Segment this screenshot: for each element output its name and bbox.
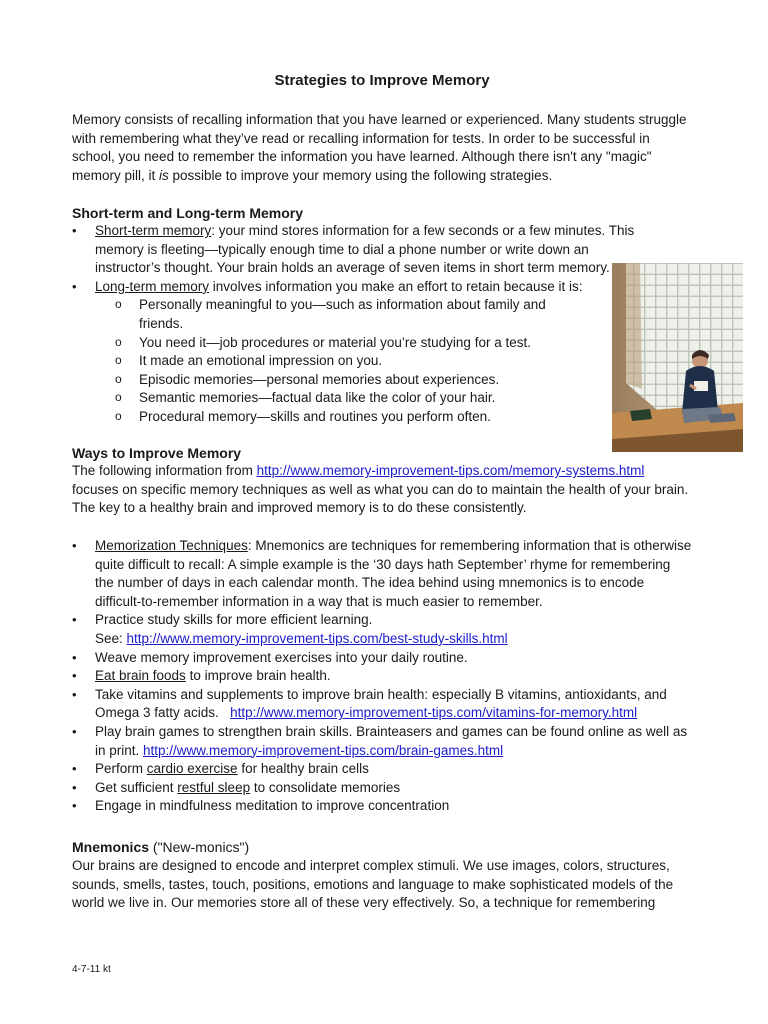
- long-term-reasons-list: [95, 296, 650, 426]
- sub-list-item: o Episodic memories—personal memories about experiences.: [95, 371, 650, 390]
- list-item-memorization: • Memorization Techniques: Mnemonics are techniques for remembering information that is otherwise quite difficult to recall: A simple example is the ‘30 days hath September’ rhyme for remembering the number of days in each calendar month. The idea behind using mnemonics is to encode difficult-to-remember information in a way that is much easier to remember.: [72, 537, 692, 611]
- section-heading-mnemonics: Mnemonics ("New-monics"): [72, 839, 250, 855]
- study-skills-link[interactable]: http://www.memory-improvement-tips.com/best-study-skills.html: [126, 630, 508, 646]
- term-long-term-memory: Long-term memory: [95, 278, 210, 294]
- list-item-sleep: • Get sufficient restful sleep to consolidate memories: [72, 779, 692, 798]
- list-item-daily-routine: • Weave memory improvement exercises into your daily routine.: [72, 649, 692, 668]
- page-footer: 4-7-11 kt: [72, 964, 111, 975]
- list-item-meditation: • Engage in mindfulness meditation to improve concentration: [72, 797, 692, 816]
- vitamins-link[interactable]: http://www.memory-improvement-tips.com/vitamins-for-memory.html: [230, 705, 638, 721]
- term-short-term-memory: Short-term memory: [95, 223, 212, 238]
- list-item-brain-foods: • Eat brain foods to improve brain health.: [72, 667, 692, 686]
- intro-paragraph: Memory consists of recalling information that you have learned or experienced. Many students struggle with remembering what they’ve read or recalling information for tests. In order to be successful in school, you need to remember the information you have learned. Although there isn't any "magic" memory pill, it is possible to improve your memory using the following strategies.: [72, 112, 687, 183]
- section-heading-short-long-term: Short-term and Long-term Memory: [72, 205, 304, 221]
- section-heading-ways-to-improve: Ways to Improve Memory: [72, 445, 242, 461]
- list-item-cardio: • Perform cardio exercise for healthy brain cells: [72, 760, 692, 779]
- sub-list-item: o You need it—job procedures or material you’re studying for a test.: [95, 334, 650, 353]
- brain-games-link[interactable]: http://www.memory-improvement-tips.com/brain-games.html: [143, 742, 504, 758]
- list-item-short-term: • Short-term memory: your mind stores information for a few seconds or a few minutes. This memory is fleeting—typically enough time to dial a phone number or write down an instructor’s thought. Your brain holds an average of seven items in short term memory.: [72, 222, 650, 278]
- memory-systems-link[interactable]: http://www.memory-improvement-tips.com/memory-systems.html: [256, 463, 645, 478]
- memory-types-list: [72, 222, 650, 427]
- emphasis-is: is: [159, 167, 169, 183]
- improvement-tips-list: [72, 537, 692, 816]
- list-item-vitamins: • Take vitamins and supplements to improve brain health: especially B vitamins, antioxidants, and Omega 3 fatty acids. http://www.memory-improvement-tips.com/vitamins-for-memory.html: [72, 686, 692, 723]
- student-reading-photo: [612, 263, 743, 452]
- sub-list-item: o Procedural memory—skills and routines you perform often.: [95, 408, 650, 427]
- sub-list-item: o Semantic memories—factual data like the color of your hair.: [95, 389, 650, 408]
- list-item-brain-games: • Play brain games to strengthen brain skills. Brainteasers and games can be found online as well as in print. http://www.memory-improvement-tips.com/brain-games.html: [72, 723, 692, 760]
- list-item-long-term: • Long-term memory involves information you make an effort to retain because it is: o Personally meaningful to you—such as information about family and friends. o You need it—job procedures or material you’re studying for a test. o It made an emotional impression on you. o Episodic memories—personal memories about experiences. o Semantic memories—factual data like the color of your hair. o Procedural memory—skills and routines you perform often.: [72, 278, 650, 427]
- sub-list-item: o It made an emotional impression on you.: [95, 352, 650, 371]
- page-title: Strategies to Improve Memory: [274, 72, 490, 89]
- term-cardio-exercise: cardio exercise: [146, 761, 238, 777]
- list-item-study-skills: • Practice study skills for more efficient learning. See: http://www.memory-improvement-tips.com/best-study-skills.html: [72, 611, 692, 648]
- ways-intro-paragraph: The following information from http://www.memory-improvement-tips.com/memory-systems.html focuses on specific memory techniques as well as what you can do to maintain the health of your brain. The key to a healthy brain and improved memory is to do these consistently.: [72, 463, 689, 516]
- term-memorization-techniques: Memorization Techniques: [95, 538, 248, 553]
- mnemonics-paragraph: Our brains are designed to encode and interpret complex stimuli. We use images, colors, structures, sounds, smells, tastes, touch, positions, emotions and language to make sophisticated models of the world we live in. Our memories store all of these very effectively. So, a technique for remembering: [72, 858, 674, 911]
- term-eat-brain-foods: Eat brain foods: [95, 668, 186, 684]
- sub-list-item: o Personally meaningful to you—such as information about family and friends.: [95, 296, 559, 333]
- term-restful-sleep: restful sleep: [177, 779, 251, 795]
